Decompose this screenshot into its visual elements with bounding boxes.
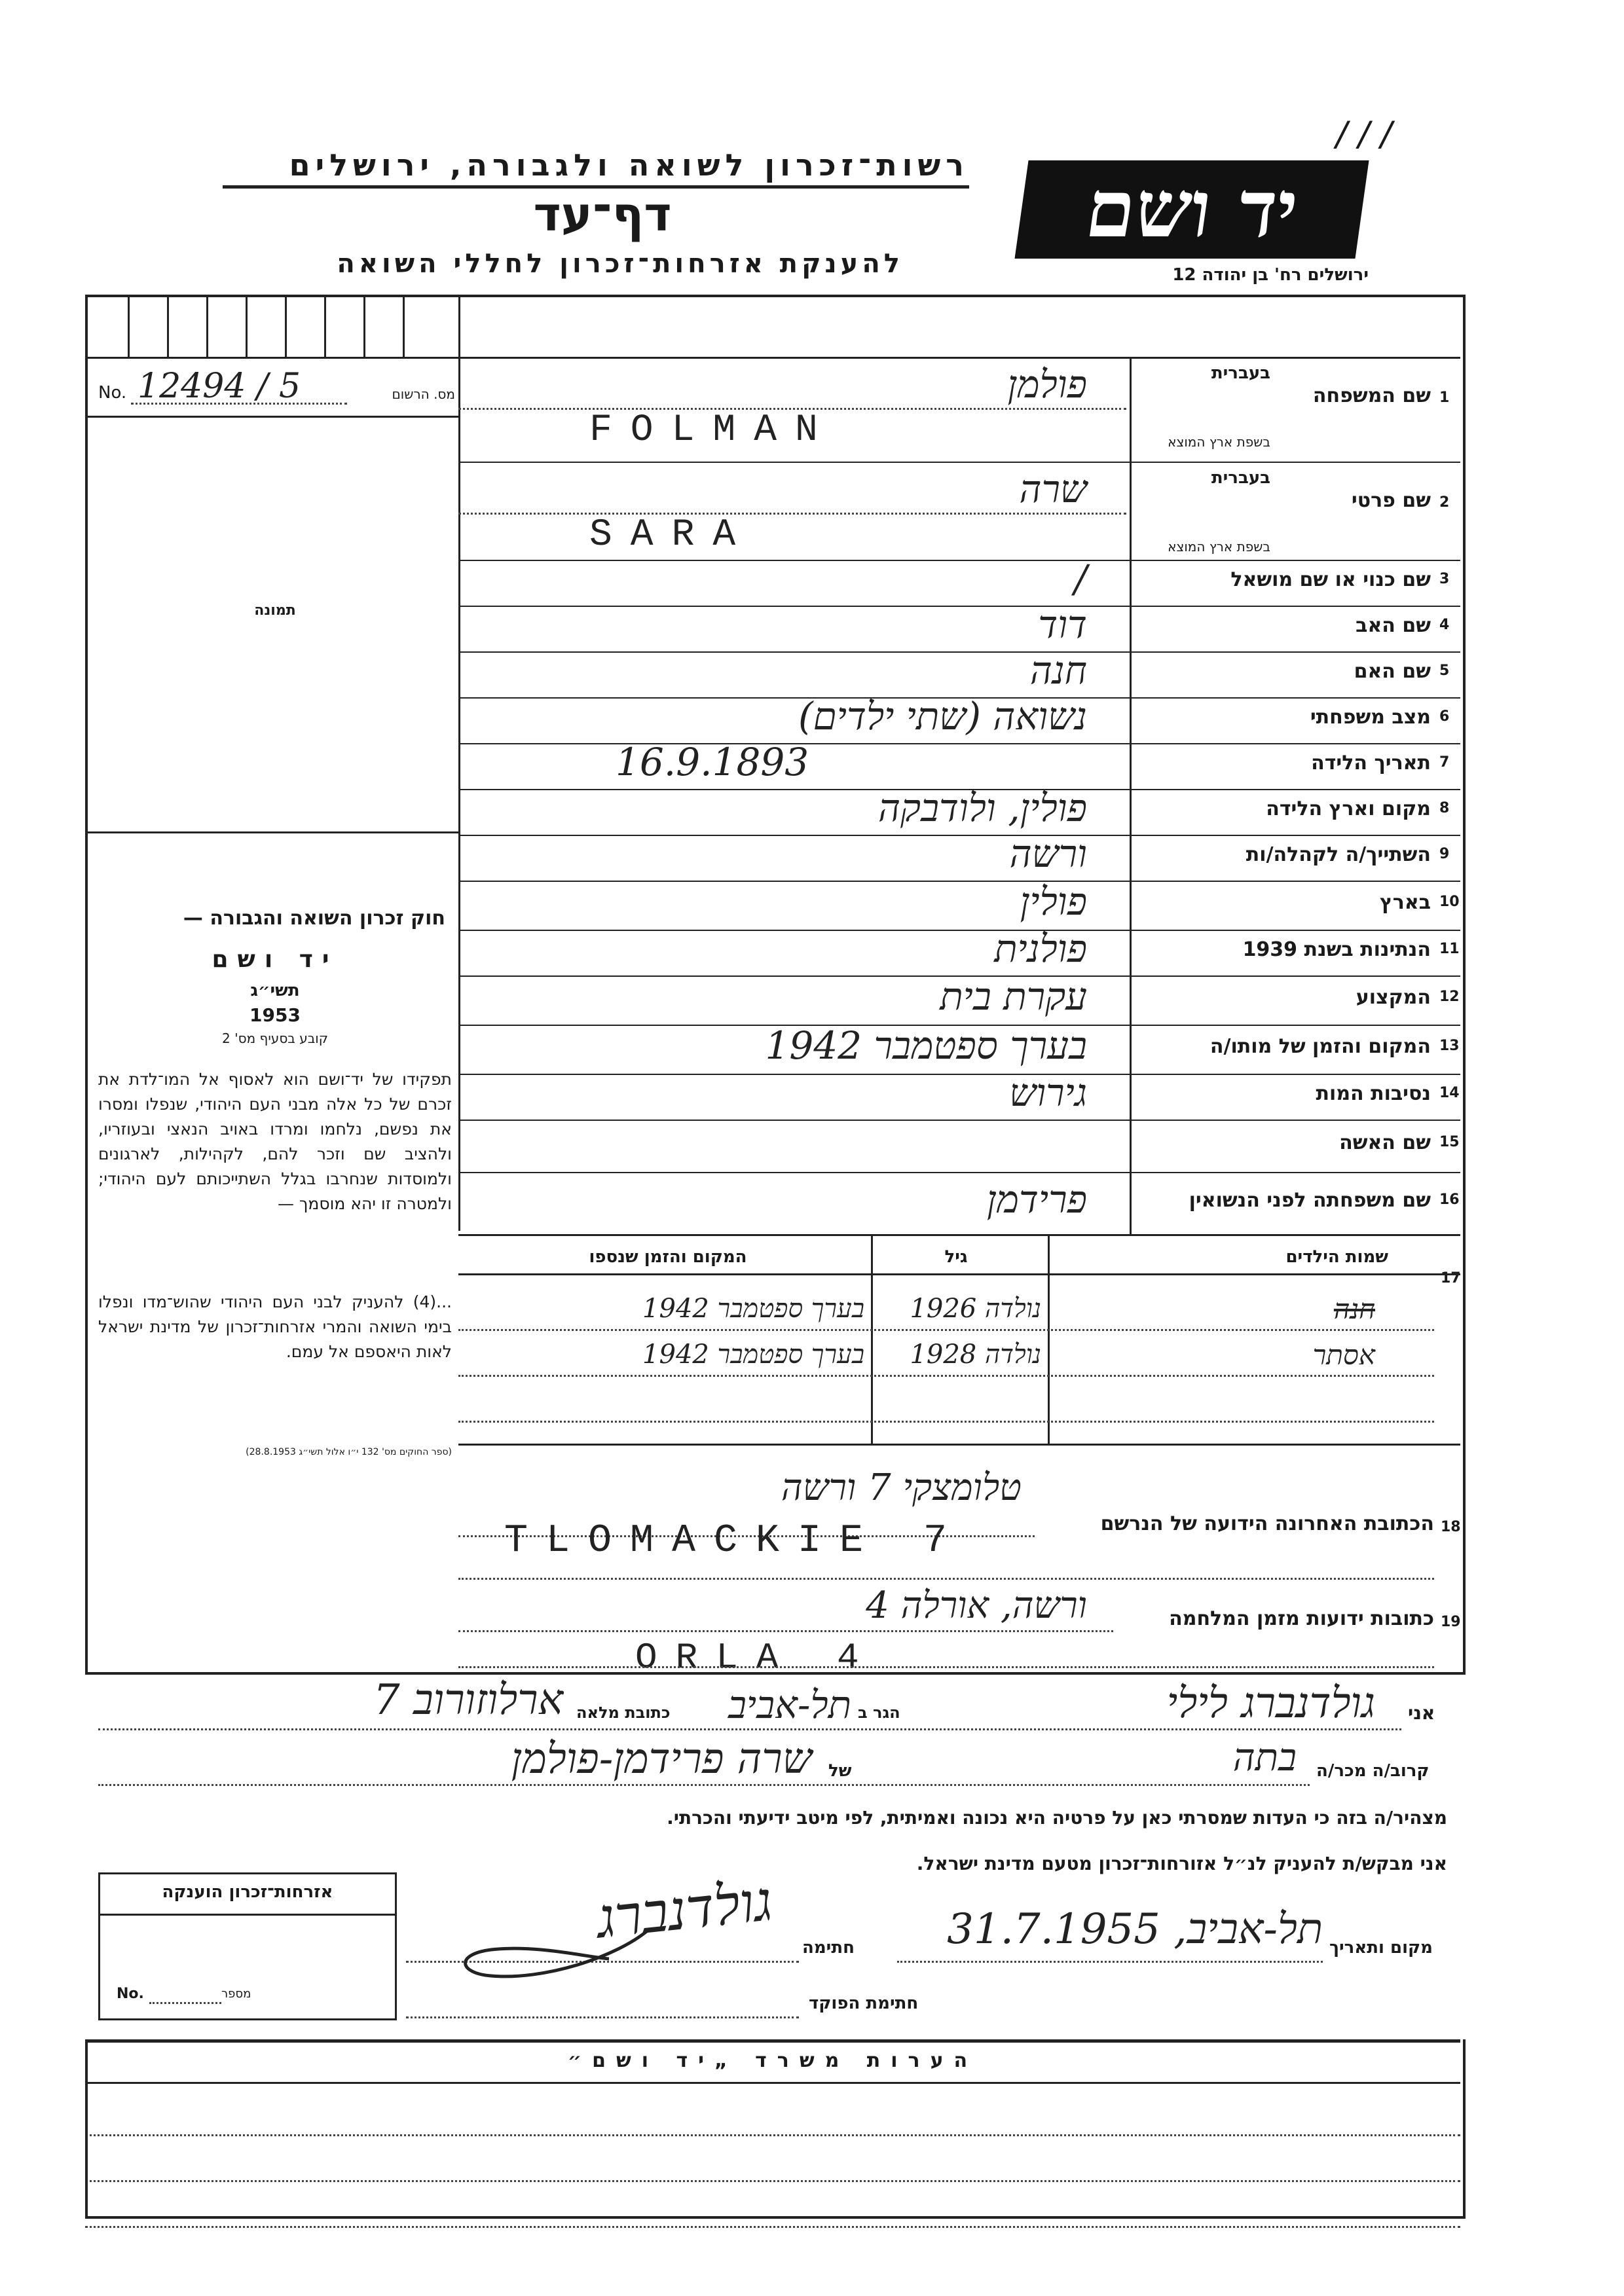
field-number-3: 3 [1439, 571, 1450, 587]
declaration-request: אני מבקש/ת להעניק לנ״ל אזורחות־זכרון מטעם מדינת ישראל. [916, 1853, 1447, 1874]
declarant-of-label: של [828, 1761, 852, 1781]
field-hebrew-note-1: בעברית [1211, 363, 1270, 383]
declarant-relation: בתה [1232, 1735, 1297, 1779]
declarant-of-name: שרה פרידמן-פולמן [511, 1735, 812, 1783]
field-value-16: פרידמן [986, 1176, 1087, 1222]
field-native-note-2: בשפת ארץ המוצא [1168, 539, 1270, 555]
signature-flourish [445, 1918, 661, 1990]
declarant-full-address-label: כתובת מלאה [576, 1704, 671, 1722]
logo-text: יד ושם [1080, 163, 1304, 255]
field-label-7: תאריך הלידה [1311, 752, 1431, 774]
field-label-3: שם כנוי או שם מושאל [1230, 568, 1431, 591]
field-value-11: פולנית [994, 926, 1087, 971]
field-number-16: 16 [1439, 1191, 1460, 1208]
declarant-resides-label: הגר ב [858, 1704, 900, 1722]
child-1-name: חנה [1333, 1293, 1375, 1325]
children-col-names: שמות הילדים [1285, 1247, 1388, 1267]
field-number-14: 14 [1439, 1085, 1460, 1101]
field-value-7: 16.9.1893 [616, 740, 809, 784]
photo-label: תמונה [254, 602, 296, 619]
place-date-value: תל-אביב, 31.7.1955 [947, 1905, 1323, 1954]
remarks-frame [85, 2039, 1466, 2219]
declarant-ani: אני [1408, 1702, 1435, 1724]
children-col-age: גיל [944, 1247, 968, 1267]
field-value-13: בערך ספטמבר 1942 [765, 1023, 1087, 1068]
field-value-10: פולין [1020, 879, 1087, 924]
field-label-16: שם משפחתה לפני הנשואין [1189, 1188, 1431, 1212]
law-year-heb: תשי״ג [250, 981, 300, 1000]
remarks-title: הערות משרד „יד ושם״ [567, 2049, 978, 2072]
law-paragraph-2: ...(4) להעניק לבני העם היהודי שהוש־מדו ונפלו בימי השואה והמרי אזרחות־זכרון של מדינת ישראל לאות היאספם אל עמם. [98, 1292, 452, 1361]
address-war-value: ורשה, אורלה 4 [866, 1584, 1087, 1627]
citizenship-no-label: No. [117, 1986, 144, 2002]
field-value-latin-2: SARA [589, 514, 754, 556]
declaration-statement: מצהיר/ה בזה כי העדות שמסרתי כאן על פרטיה היא נכונה ואמיתית, לפי מיטב ידיעתי והכרתי. [667, 1807, 1447, 1829]
header-address: ירושלים רח' בן יהודה 12 [1172, 265, 1369, 285]
yad-vashem-logo [1014, 160, 1369, 259]
field-value-4: דוד [1038, 602, 1087, 647]
registration-heb-label: מס. הרשום [392, 386, 455, 402]
field-value-2: שרה [1019, 467, 1087, 511]
field-number-13: 13 [1439, 1037, 1460, 1054]
field-label-9: השתייך/ה לקהלה/ות [1246, 843, 1431, 866]
law-clause: קובע בסעיף מס' 2 [222, 1030, 328, 1046]
declarant-relative-label: קרוב/ה מכר/ה [1316, 1761, 1430, 1781]
field-number-6: 6 [1439, 708, 1450, 725]
field-label-1: שם המשפחה [1312, 384, 1431, 407]
field-number-1: 1 [1439, 390, 1450, 406]
signature-label: חתימה [802, 1938, 855, 1958]
field-number-15: 15 [1439, 1134, 1460, 1150]
field-value-12: עקרת בית [940, 974, 1087, 1019]
place-date-label: מקום ותאריך [1329, 1938, 1433, 1958]
law-paragraph-1: תפקידו של יד־ושם הוא לאסוף אל המו־לדת את זכרם של כל אלה מבני העם היהודי, שנפלו ומסרו את נפשם, נלחמו ומרדו באויב הנאצי ובעוזריו, ולהציב שם וזכר להם, לקהילות, לארגונים ולמוסדות שנחרבו בגלל השתייכותם לעם היהודי; ולמטרה זו יהא מוסמך — [98, 1070, 452, 1213]
field-number-4: 4 [1439, 617, 1450, 633]
address-war-label: כתובות ידועות מזמן המלחמה [1169, 1607, 1434, 1630]
children-col-place: המקום והזמן שנספו [589, 1247, 747, 1267]
field-label-14: נסיבות המות [1316, 1082, 1431, 1105]
child-1-place: בערך ספטמבר 1942 [642, 1294, 864, 1324]
field-number-18: 18 [1441, 1519, 1461, 1535]
law-year: 1953 [249, 1004, 301, 1026]
field-number-5: 5 [1439, 663, 1450, 679]
declarant-address: ארלוזורוב 7 [373, 1676, 563, 1724]
field-value-3: / [1074, 556, 1087, 601]
authority-title: רשות־זכרון לשואה ולגבורה, ירושלים [223, 147, 969, 189]
form-subtitle: להענקת אזרחות־זכרון לחללי השואה [337, 249, 904, 279]
field-number-19: 19 [1441, 1614, 1461, 1630]
address-last-value: טלומצקי 7 ורשה [781, 1467, 1022, 1509]
field-label-2: שם פרטי [1351, 489, 1431, 512]
field-label-10: בארץ [1379, 890, 1431, 914]
field-label-8: מקום וארץ הלידה [1266, 797, 1431, 820]
field-label-12: המקצוע [1356, 985, 1431, 1009]
declarant-city: תל-אביב [728, 1683, 851, 1727]
corner-mark: / / / [1336, 115, 1392, 154]
field-number-2: 2 [1439, 494, 1450, 511]
field-value-8: פולין, ולודבקה [878, 786, 1087, 830]
field-number-17: 17 [1441, 1270, 1461, 1286]
field-label-11: הנתינות בשנת 1939 [1242, 938, 1431, 961]
child-2-place: בערך ספטמבר 1942 [642, 1339, 864, 1370]
field-value-5: חנה [1029, 648, 1087, 693]
field-number-10: 10 [1439, 893, 1460, 910]
field-number-8: 8 [1439, 800, 1450, 816]
field-native-note-1: בשפת ארץ המוצא [1168, 434, 1270, 450]
field-label-4: שם האב [1356, 614, 1431, 637]
law-title: חוק זכרון השואה והגבורה — [183, 907, 445, 930]
address-war-latin: ORLA 4 [635, 1637, 877, 1679]
citizenship-box-title: אזרחות־זכרון הוענקה [162, 1882, 333, 1902]
field-value-latin-1: FOLMAN [589, 409, 836, 452]
field-number-7: 7 [1439, 754, 1450, 771]
citizenship-box [98, 1872, 397, 2020]
field-label-6: מצב משפחתי [1310, 706, 1431, 729]
address-last-latin: TLOMACKIE 7 [504, 1519, 966, 1563]
field-value-1: פולמן [1007, 362, 1087, 407]
field-number-11: 11 [1439, 941, 1460, 957]
signature: גולדנברג [593, 1868, 775, 1951]
registration-number: 12494 / 5 [138, 367, 301, 406]
registration-no-label: No. [98, 383, 127, 403]
grid-cell [128, 295, 130, 357]
field-value-9: ורשה [1009, 831, 1087, 876]
child-2-age: נולדה 1928 [910, 1339, 1041, 1370]
law-name: יד ושם [212, 946, 339, 973]
field-value-6: נשואה (שתי ילדים) [798, 694, 1087, 738]
field-value-14: גירוש [1009, 1070, 1087, 1115]
field-hebrew-note-2: בעברית [1211, 468, 1270, 488]
field-label-13: המקום והזמן של מותו/ה [1209, 1034, 1431, 1058]
child-1-age: נולדה 1926 [910, 1294, 1041, 1324]
field-label-5: שם האם [1354, 660, 1431, 683]
field-label-15: שם האשה [1339, 1131, 1431, 1154]
form-title: דף־עד [533, 187, 672, 242]
official-signature-label: חתימת הפוקד [809, 1994, 919, 2013]
citizenship-number-label: מספר [221, 1987, 251, 2001]
child-2-name: אסתר [1312, 1339, 1375, 1371]
field-number-12: 12 [1439, 988, 1460, 1005]
address-last-label: הכתובת האחרונה הידועה של הנרשם [1100, 1512, 1434, 1535]
law-footnote: (ספר החוקים מס' 132 י״ו אלול תשי״ג 28.8.1953) [246, 1447, 452, 1457]
declarant-name: גולדנברג לילי [1166, 1679, 1375, 1728]
field-number-9: 9 [1439, 846, 1450, 862]
